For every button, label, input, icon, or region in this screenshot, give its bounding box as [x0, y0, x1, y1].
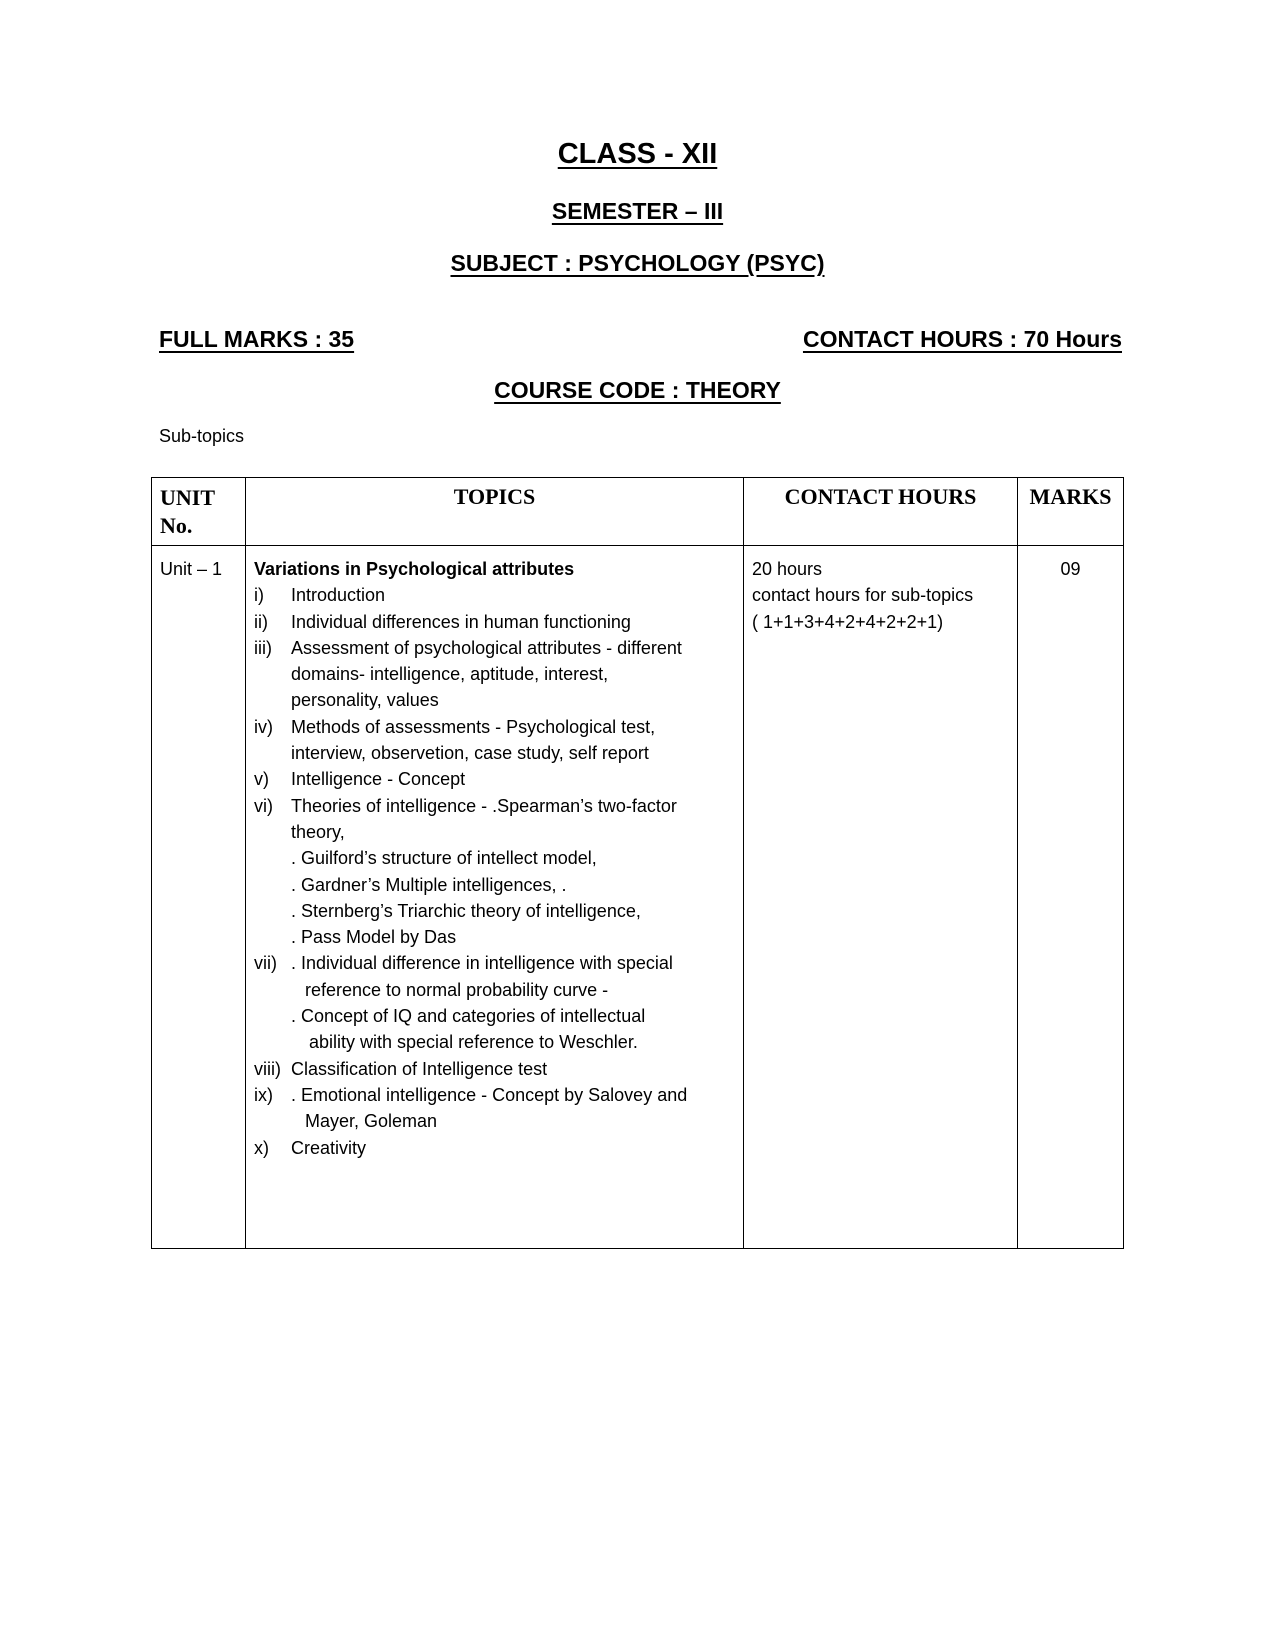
- cell-unit: Unit – 1: [152, 546, 246, 1249]
- list-item: [254, 766, 735, 792]
- hours-total: 20 hours: [752, 559, 823, 579]
- item-continuation: Mayer, Goleman: [305, 1111, 438, 1132]
- item-continuation: domains- intelligence, aptitude, interest,: [291, 664, 609, 685]
- list-item: [254, 1082, 735, 1108]
- list-item: [254, 793, 735, 819]
- course-code: COURSE CODE : THEORY: [494, 377, 781, 403]
- list-item: [254, 1056, 735, 1082]
- semester-title: SEMESTER – III: [551, 198, 724, 224]
- item-number: i): [254, 585, 264, 606]
- item-number: iv): [254, 716, 273, 737]
- list-item: [254, 582, 735, 608]
- item-text: Classification of Intelligence test: [291, 1058, 548, 1079]
- item-continuation: interview, observetion, case study, self report: [291, 743, 649, 764]
- item-text: Creativity: [291, 1137, 367, 1158]
- item-text: Theories of intelligence - .Spearman’s two-factor: [291, 795, 677, 816]
- table-row: [152, 546, 1124, 1249]
- item-continuation: ability with special reference to Weschler.: [309, 1032, 638, 1053]
- contact-hours-total: CONTACT HOURS : 70 Hours: [802, 326, 1122, 352]
- table-header-row: [152, 478, 1124, 546]
- item-number: ix): [254, 1084, 273, 1105]
- item-continuation: personality, values: [291, 690, 439, 711]
- item-continuation: . Gardner’s Multiple intelligences, .: [291, 874, 567, 895]
- item-text: Intelligence - Concept: [291, 769, 466, 790]
- subtopics-label: Sub-topics: [159, 426, 245, 446]
- item-number: v): [254, 769, 269, 790]
- item-number: vi): [254, 795, 273, 816]
- cell-topics: [246, 546, 744, 1249]
- item-number: vii): [254, 953, 277, 974]
- list-item: [254, 1135, 735, 1161]
- topic-heading: Variations in Psychological attributes: [254, 559, 575, 579]
- marks-hours-row: [159, 326, 1122, 353]
- item-continuation: . Sternberg’s Triarchic theory of intelligence,: [291, 900, 641, 921]
- header-no: No.: [160, 513, 193, 538]
- cell-marks: 09: [1018, 546, 1124, 1249]
- header-topics: TOPICS: [246, 478, 744, 546]
- item-number: x): [254, 1137, 269, 1158]
- item-text: Introduction: [291, 585, 386, 606]
- list-item: [254, 714, 735, 740]
- item-text: Assessment of psychological attributes - different: [291, 637, 682, 658]
- item-continuation: . Concept of IQ and categories of intellectual: [291, 1006, 646, 1027]
- item-text: Methods of assessments - Psychological test,: [291, 716, 656, 737]
- list-item: [254, 950, 735, 976]
- header-marks: MARKS: [1018, 478, 1124, 546]
- header-unit-no: [152, 478, 246, 546]
- hours-breakdown: ( 1+1+3+4+2+4+2+2+1): [752, 611, 944, 632]
- header-contact-hours: CONTACT HOURS: [744, 478, 1018, 546]
- list-item: [254, 635, 735, 661]
- item-continuation: reference to normal probability curve -: [305, 979, 609, 1000]
- item-text: Individual differences in human functioning: [291, 611, 631, 632]
- cell-contact-hours: [744, 546, 1018, 1249]
- item-text: . Emotional intelligence - Concept by Salovey and: [291, 1084, 688, 1105]
- full-marks: FULL MARKS : 35: [159, 326, 355, 352]
- item-continuation: . Guilford’s structure of intellect model,: [291, 848, 597, 869]
- item-continuation: theory,: [291, 821, 345, 842]
- hours-note: contact hours for sub-topics: [752, 585, 974, 606]
- subject-title: SUBJECT : PSYCHOLOGY (PSYC): [450, 250, 825, 276]
- syllabus-table: [151, 477, 1124, 1249]
- class-title: CLASS - XII: [557, 138, 718, 170]
- header-unit: UNIT: [160, 485, 216, 510]
- item-text: . Individual difference in intelligence with special: [291, 953, 673, 974]
- item-number: viii): [254, 1058, 281, 1079]
- item-number: ii): [254, 611, 268, 632]
- item-continuation: . Pass Model by Das: [291, 927, 457, 948]
- item-number: iii): [254, 637, 272, 658]
- list-item: [254, 609, 735, 635]
